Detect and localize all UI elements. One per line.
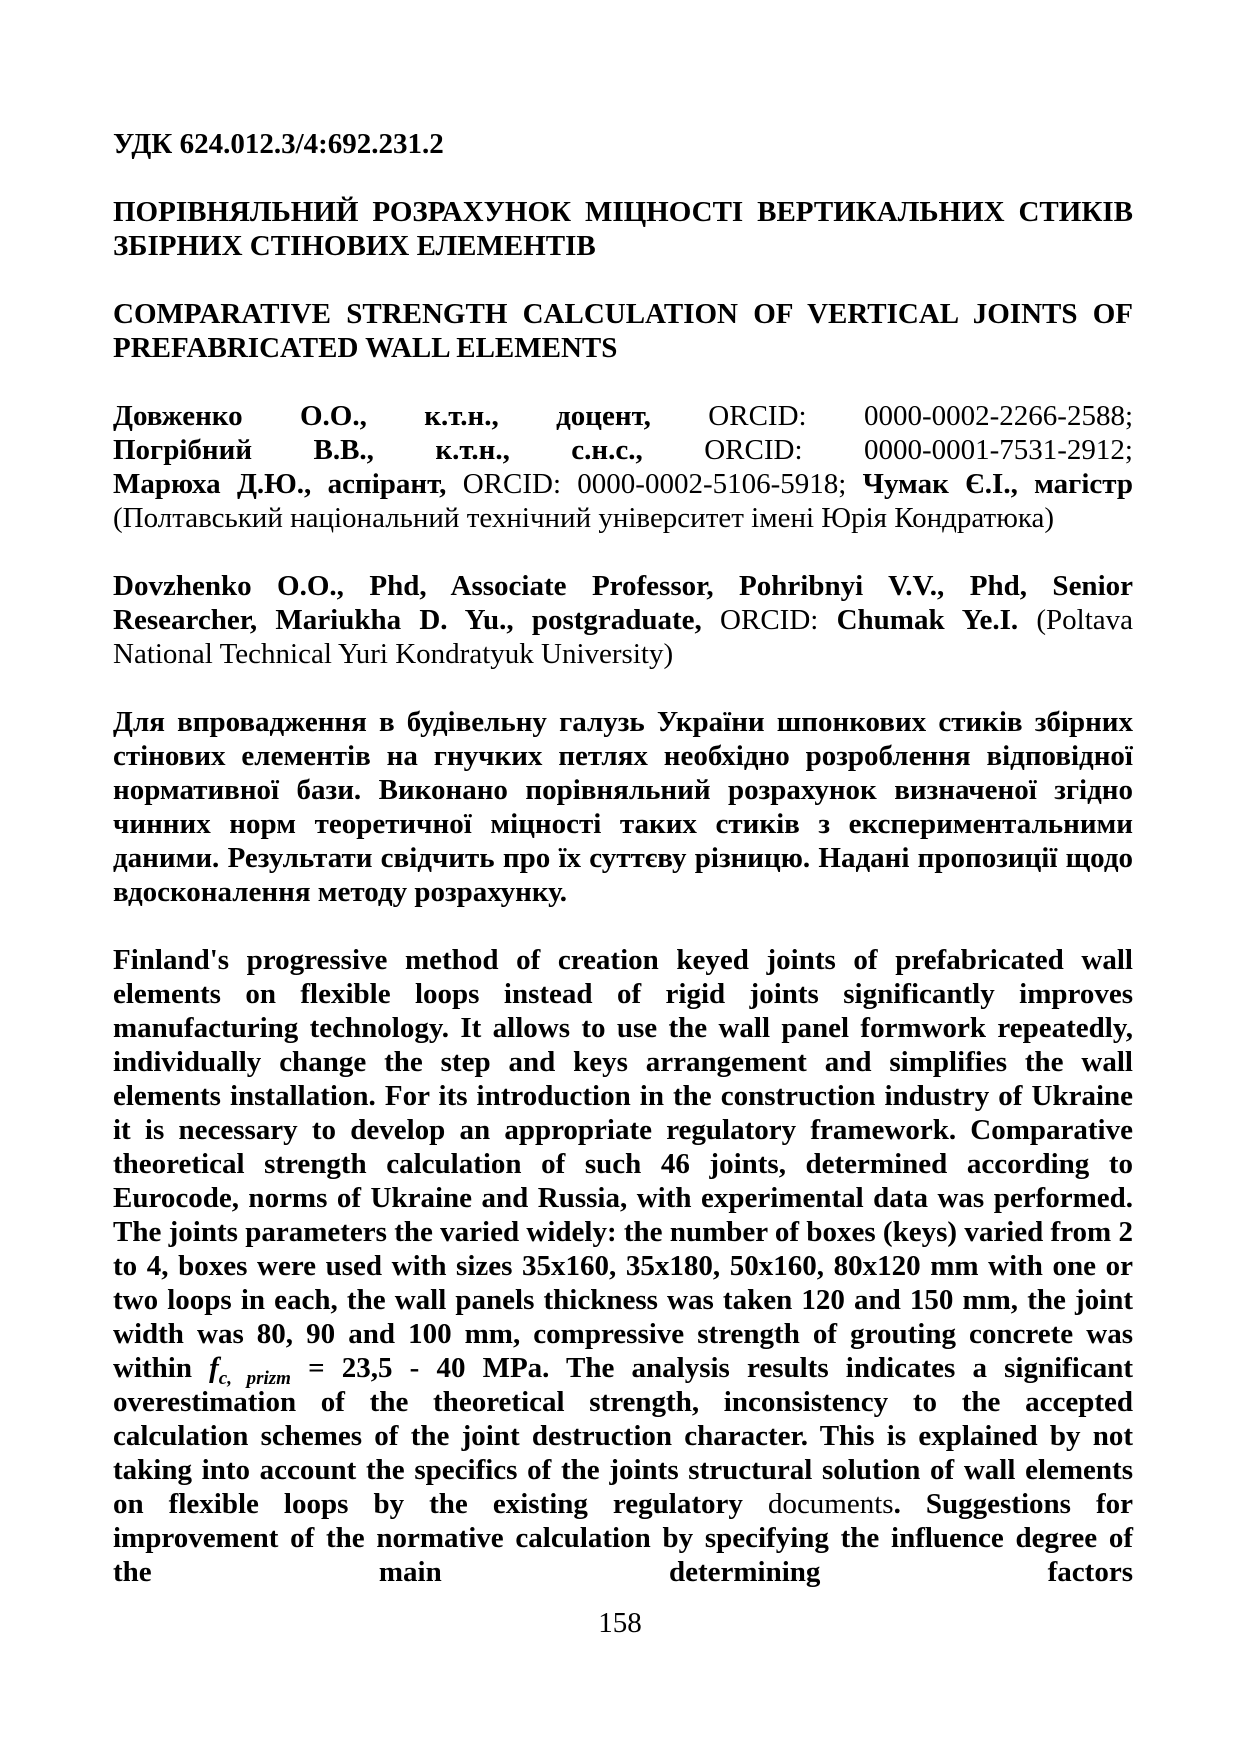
- page-number: 158: [598, 1607, 642, 1639]
- author-line-pohribnyi: [113, 433, 1133, 467]
- authors-english-block: [113, 569, 1133, 671]
- author-chumak-en: Chumak Ye.I.: [836, 604, 1019, 636]
- abstract-en-text: . Suggestions for improvement of the normative calculation by specifying the influence degree of the main determining factors: [113, 1488, 1134, 1588]
- orcid-label: ORCID:: [720, 604, 819, 636]
- abstract-en-text: Finland's progressive method of creation keyed joints of prefabricated wall elements on flexible loops instead of rigid joints significantly improves manufacturing technology. It allows to use the wall panel formwork repeatedly, individually change the step and keys arrangement and simplifies the wall elements installation. For its introduction in the construction industry of Ukraine it is necessary to develop an appropriate regulatory framework. Comparative theoretical strength calculation of such 46 joints, determined according to Eurocode, norms of Ukraine and Russia, with experimental data was performed. The joints parameters the varied widely: the number of boxes (keys) varied from 2 to 4, boxes were used with sizes 35x160, 35x180, 50x160, 80x120 mm with one or two loops in each, the wall panels thickness was taken 120 and 150 mm, the joint width was 80, 90 and 100 mm, compressive strength of grouting concrete was within: [113, 944, 1133, 1384]
- formula-f-symbol: f: [209, 1352, 219, 1384]
- affiliation-english: (Poltava National Technical Yuri Kondratyuk University): [113, 604, 1134, 670]
- authors-en-names: Dovzhenko O.O., Phd, Associate Professor, Pohribnyi V.V., Phd, Senior Researcher, Mariukha D. Yu., postgraduate,: [113, 570, 1133, 636]
- abstract-ukrainian: Для впровадження в будівельну галузь України шпонкових стиків збірних стінових елементів на гнучких петлях необхідно розроблення відповідної нормативної бази. Виконано порівняльний розрахунок визначеної згідно чинних норм теоретичної міцності таких стиків з експериментальними даними. Результати свідчить про їх суттєву різницю. Надані пропозиції щодо вдосконалення методу розрахунку.: [113, 706, 1133, 908]
- udc-code: УДК 624.012.3/4:692.231.2: [113, 128, 444, 160]
- author-line-mariukha-chumak: [113, 467, 1133, 501]
- authors-ukrainian-block: [113, 399, 1133, 535]
- abstract-en-text: = 23,5 - 40 MPa. The analysis results indicates a significant overestimation of the theoretical strength, inconsistency to the accepted calculation schemes of the joint destruction character. This is explained by not taking into account the specifics of the joints structural solution of wall elements on flexible loops by the existing regulatory: [113, 1352, 1133, 1520]
- title-ukrainian: ПОРІВНЯЛЬНИЙ РОЗРАХУНОК МІЦНОСТІ ВЕРТИКАЛЬНИХ СТИКІВ ЗБІРНИХ СТІНОВИХ ЕЛЕМЕНТІВ: [113, 196, 1133, 262]
- abstract-english: [113, 943, 1133, 1589]
- affiliation-ukrainian: (Полтавський національний технічний університет імені Юрія Кондратюка): [113, 502, 1055, 534]
- author-name-ua: Погрібний В.В., к.т.н., с.н.с.,: [113, 434, 643, 466]
- orcid-id: ORCID: 0000-0002-5106-5918;: [462, 468, 847, 500]
- author-line-dovzhenko: [113, 399, 1133, 433]
- orcid-id: ORCID: 0000-0002-2266-2588;: [708, 400, 1133, 432]
- author-name-ua: Довженко О.О., к.т.н., доцент,: [113, 400, 651, 432]
- author-name-ua: Марюха Д.Ю., аспірант,: [113, 468, 447, 500]
- orcid-id: ORCID: 0000-0001-7531-2912;: [704, 434, 1133, 466]
- author-name-ua: Чумак Є.І., магістр: [862, 468, 1134, 500]
- formula-subscript: c, prizm: [218, 1367, 291, 1389]
- title-english: COMPARATIVE STRENGTH CALCULATION OF VERTICAL JOINTS OF PREFABRICATED WALL ELEMENTS: [113, 298, 1133, 364]
- documents-word: documents: [767, 1488, 894, 1520]
